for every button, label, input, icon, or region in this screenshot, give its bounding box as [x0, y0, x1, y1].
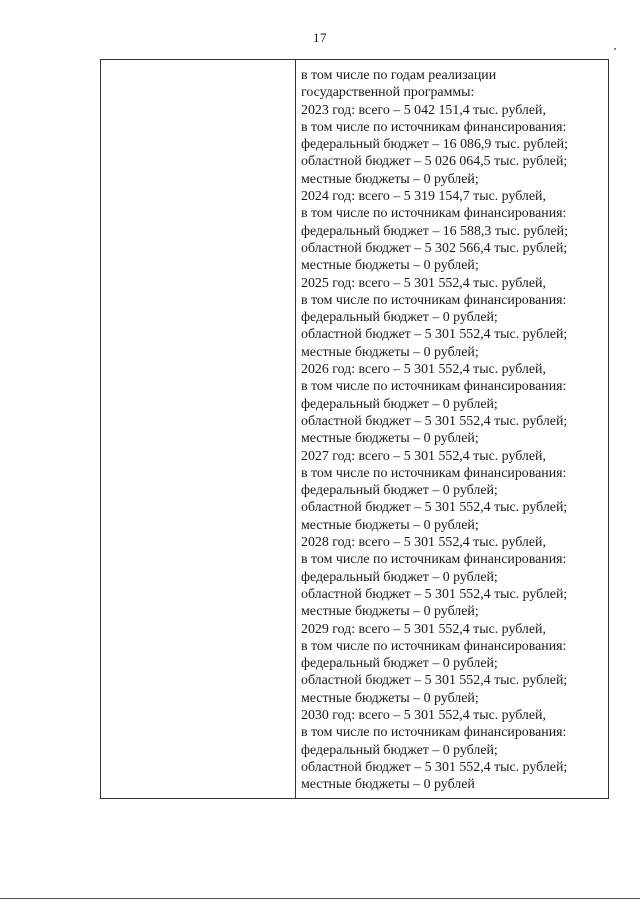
funding-line: федеральный бюджет – 16 588,3 тыс. рублей; — [301, 223, 568, 239]
table-right-cell — [296, 60, 608, 798]
funding-line: федеральный бюджет – 0 рублей; — [301, 310, 498, 326]
table-left-cell — [101, 60, 296, 798]
funding-line: федеральный бюджет – 0 рублей; — [301, 742, 498, 758]
funding-line: 2028 год: всего – 5 301 552,4 тыс. рублей, — [301, 535, 546, 551]
funding-line: местные бюджеты – 0 рублей; — [301, 604, 479, 620]
funding-line: государственной программы: — [301, 85, 475, 101]
funding-line: федеральный бюджет – 0 рублей; — [301, 483, 498, 499]
funding-line: местные бюджеты – 0 рублей — [301, 777, 475, 793]
funding-line: областной бюджет – 5 301 552,4 тыс. рублей; — [301, 413, 568, 429]
funding-line: областной бюджет – 5 301 552,4 тыс. рублей; — [301, 759, 568, 775]
funding-line: в том числе по источникам финансирования: — [301, 465, 567, 481]
funding-line: в том числе по источникам финансирования: — [301, 638, 567, 654]
bottom-rule — [0, 898, 640, 899]
funding-line: федеральный бюджет – 0 рублей; — [301, 396, 498, 412]
funding-line: местные бюджеты – 0 рублей; — [301, 344, 479, 360]
funding-line: местные бюджеты – 0 рублей; — [301, 431, 479, 447]
funding-line: в том числе по источникам финансирования: — [301, 379, 567, 395]
funding-line: в том числе по годам реализации — [301, 68, 497, 83]
funding-line: 2026 год: всего – 5 301 552,4 тыс. рублей, — [301, 362, 546, 378]
funding-line: местные бюджеты – 0 рублей; — [301, 517, 479, 533]
funding-line: областной бюджет – 5 302 566,4 тыс. рублей; — [301, 240, 568, 256]
funding-line: местные бюджеты – 0 рублей; — [301, 258, 479, 274]
funding-line: 2023 год: всего – 5 042 151,4 тыс. рублей, — [301, 102, 546, 118]
funding-line: в том числе по источникам финансирования: — [301, 725, 567, 741]
funding-line: местные бюджеты – 0 рублей; — [301, 690, 479, 706]
funding-line: областной бюджет – 5 301 552,4 тыс. рублей; — [301, 500, 568, 516]
funding-line: областной бюджет – 5 301 552,4 тыс. рублей; — [301, 327, 568, 343]
funding-line: областной бюджет – 5 301 552,4 тыс. рублей; — [301, 586, 568, 602]
funding-line: федеральный бюджет – 16 086,9 тыс. рублей; — [301, 137, 568, 153]
funding-line: областной бюджет – 5 026 064,5 тыс. рублей; — [301, 154, 568, 170]
funding-table — [100, 59, 609, 799]
funding-line: 2025 год: всего – 5 301 552,4 тыс. рублей, — [301, 275, 546, 291]
funding-line: федеральный бюджет – 0 рублей; — [301, 569, 498, 585]
funding-line: в том числе по источникам финансирования: — [301, 292, 567, 308]
page-number: 17 — [313, 30, 327, 45]
funding-line: 2029 год: всего – 5 301 552,4 тыс. рублей, — [301, 621, 546, 637]
funding-line: местные бюджеты – 0 рублей; — [301, 171, 479, 187]
scan-speck — [614, 48, 616, 50]
funding-line: в том числе по источникам финансирования: — [301, 206, 567, 222]
funding-line: 2027 год: всего – 5 301 552,4 тыс. рублей, — [301, 448, 546, 464]
funding-line: в том числе по источникам финансирования: — [301, 119, 567, 135]
funding-line: 2030 год: всего – 5 301 552,4 тыс. рублей, — [301, 707, 546, 723]
funding-line: федеральный бюджет – 0 рублей; — [301, 656, 498, 672]
funding-line: 2024 год: всего – 5 319 154,7 тыс. рублей, — [301, 189, 546, 205]
funding-line: в том числе по источникам финансирования: — [301, 552, 567, 568]
funding-line: областной бюджет – 5 301 552,4 тыс. рублей; — [301, 673, 568, 689]
